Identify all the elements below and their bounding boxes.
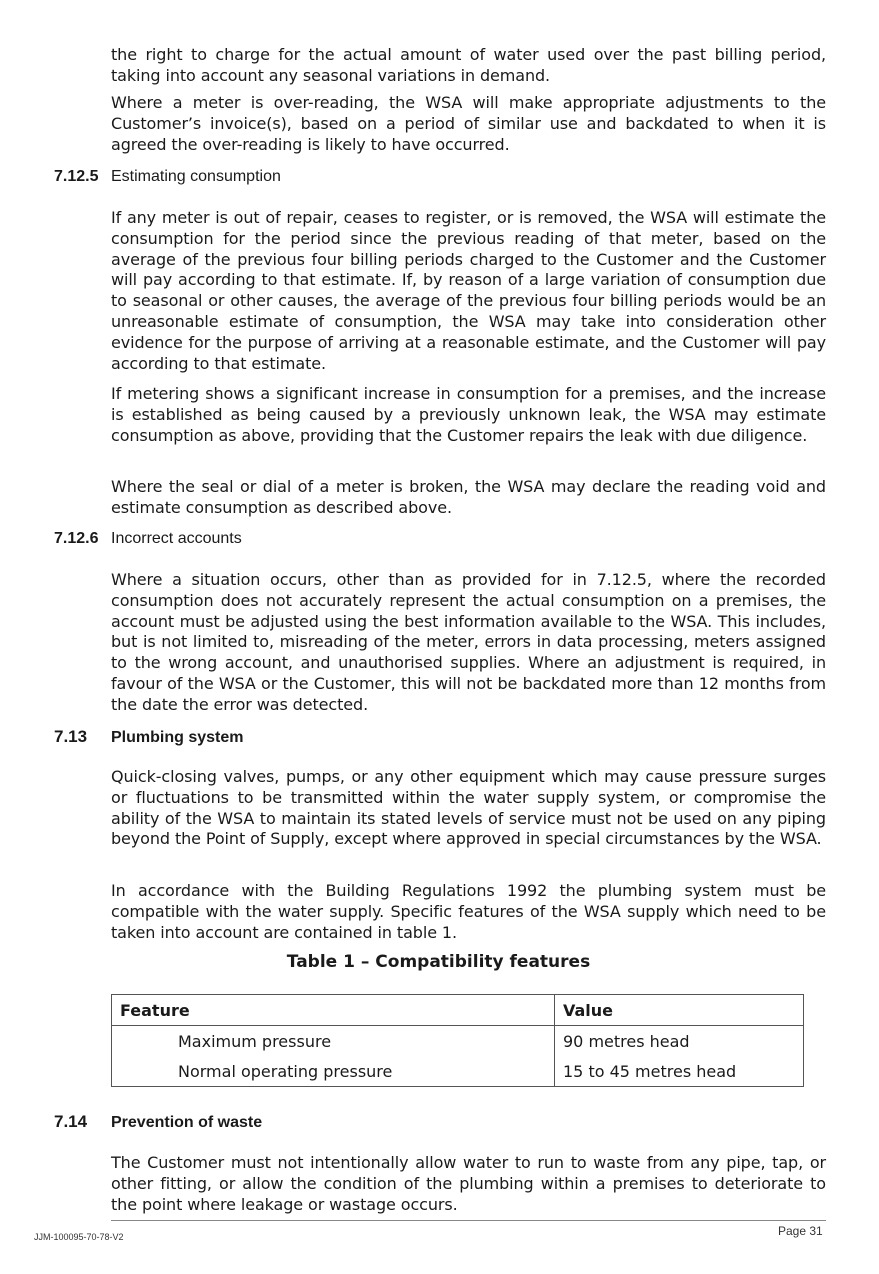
heading-7-13 — [54, 727, 243, 747]
paragraph-over-reading: Where a meter is over-reading, the WSA will make appropriate adjustments to the Customer’s invoice(s), based on a period of similar use and backdated to when it is agreed the over-reading is likely to have occurred. — [111, 93, 826, 154]
section-title: Incorrect accounts — [111, 530, 242, 547]
paragraph-incorrect-accounts: Where a situation occurs, other than as provided for in 7.12.5, where the recorded consumption does not accurately represent the actual consumption on a premises, the account must be adjusted using the best information available to the WSA. This includes, but is not limited to, misreading of the meter, errors in data processing, meters assigned to the wrong account, and unauthorised supplies. Where an adjustment is required, in favour of the WSA or the Customer, this will not be backdated more than 12 months from the date the error was detected. — [111, 570, 826, 714]
section-title: Plumbing system — [111, 729, 244, 746]
table-cell: Maximum pressure — [112, 1026, 555, 1057]
table-cell: 90 metres head — [555, 1026, 804, 1057]
heading-7-12-5 — [54, 168, 281, 186]
heading-7-12-6 — [54, 530, 242, 548]
heading-7-14 — [54, 1112, 262, 1132]
table-header-cell: Feature — [112, 995, 555, 1026]
table-row — [112, 1056, 804, 1087]
footer-page-number: Page 31 — [778, 1224, 823, 1238]
section-number: 7.12.6 — [54, 530, 99, 547]
table-caption: Table 1 – Compatibility features — [286, 952, 591, 972]
paragraph-billing-right: the right to charge for the actual amount of water used over the past billing period, taking into account any seasonal variations in demand. — [111, 45, 826, 85]
table-row — [112, 1026, 804, 1057]
paragraph-seal-broken: Where the seal or dial of a meter is broken, the WSA may declare the reading void and estimate consumption as described above. — [111, 477, 826, 517]
footer-divider — [111, 1220, 826, 1221]
table-cell: Normal operating pressure — [112, 1056, 555, 1087]
compatibility-table — [111, 994, 804, 1087]
section-number: 7.13 — [54, 727, 88, 746]
paragraph-estimate-repair: If any meter is out of repair, ceases to register, or is removed, the WSA will estimate the consumption for the period since the previous reading of that meter, based on the average of the previous four billing periods charged to the Customer and the Customer will pay according to that estimate. If, by reason of a large variation of consumption due to seasonal or other causes, the average of the previous four billing periods would be an unreasonable estimate of consumption, the WSA may take into consideration other evidence for the purpose of arriving at a reasonable estimate, and the Customer will pay according to that estimate. — [111, 208, 826, 373]
table-header-row — [112, 995, 804, 1026]
table-cell: 15 to 45 metres head — [555, 1056, 804, 1087]
section-number: 7.12.5 — [54, 168, 99, 185]
paragraph-prevention-waste: The Customer must not intentionally allow water to run to waste from any pipe, tap, or other fitting, or allow the condition of the plumbing within a premises to deteriorate to the point where leakage or wastage occurs. — [111, 1153, 826, 1214]
paragraph-leak: If metering shows a significant increase in consumption for a premises, and the increase is established as being caused by a previously unknown leak, the WSA may estimate consumption as above, providing that the Customer repairs the leak with due diligence. — [111, 384, 826, 445]
section-title: Prevention of waste — [111, 1114, 263, 1131]
paragraph-building-regulations: In accordance with the Building Regulations 1992 the plumbing system must be compatible with the water supply. Specific features of the WSA supply which need to be taken into account are contained in table 1. — [111, 881, 826, 942]
paragraph-quick-closing: Quick-closing valves, pumps, or any other equipment which may cause pressure surges or fluctuations to be transmitted within the water supply system, or compromise the ability of the WSA to maintain its stated levels of service must not be used on any piping beyond the Point of Supply, except where approved in special circumstances by the WSA. — [111, 767, 826, 849]
section-title: Estimating consumption — [111, 168, 281, 185]
footer-doc-id: JJM-100095-70-78-V2 — [34, 1232, 124, 1242]
table-header-cell: Value — [555, 995, 804, 1026]
section-number: 7.14 — [54, 1112, 88, 1131]
